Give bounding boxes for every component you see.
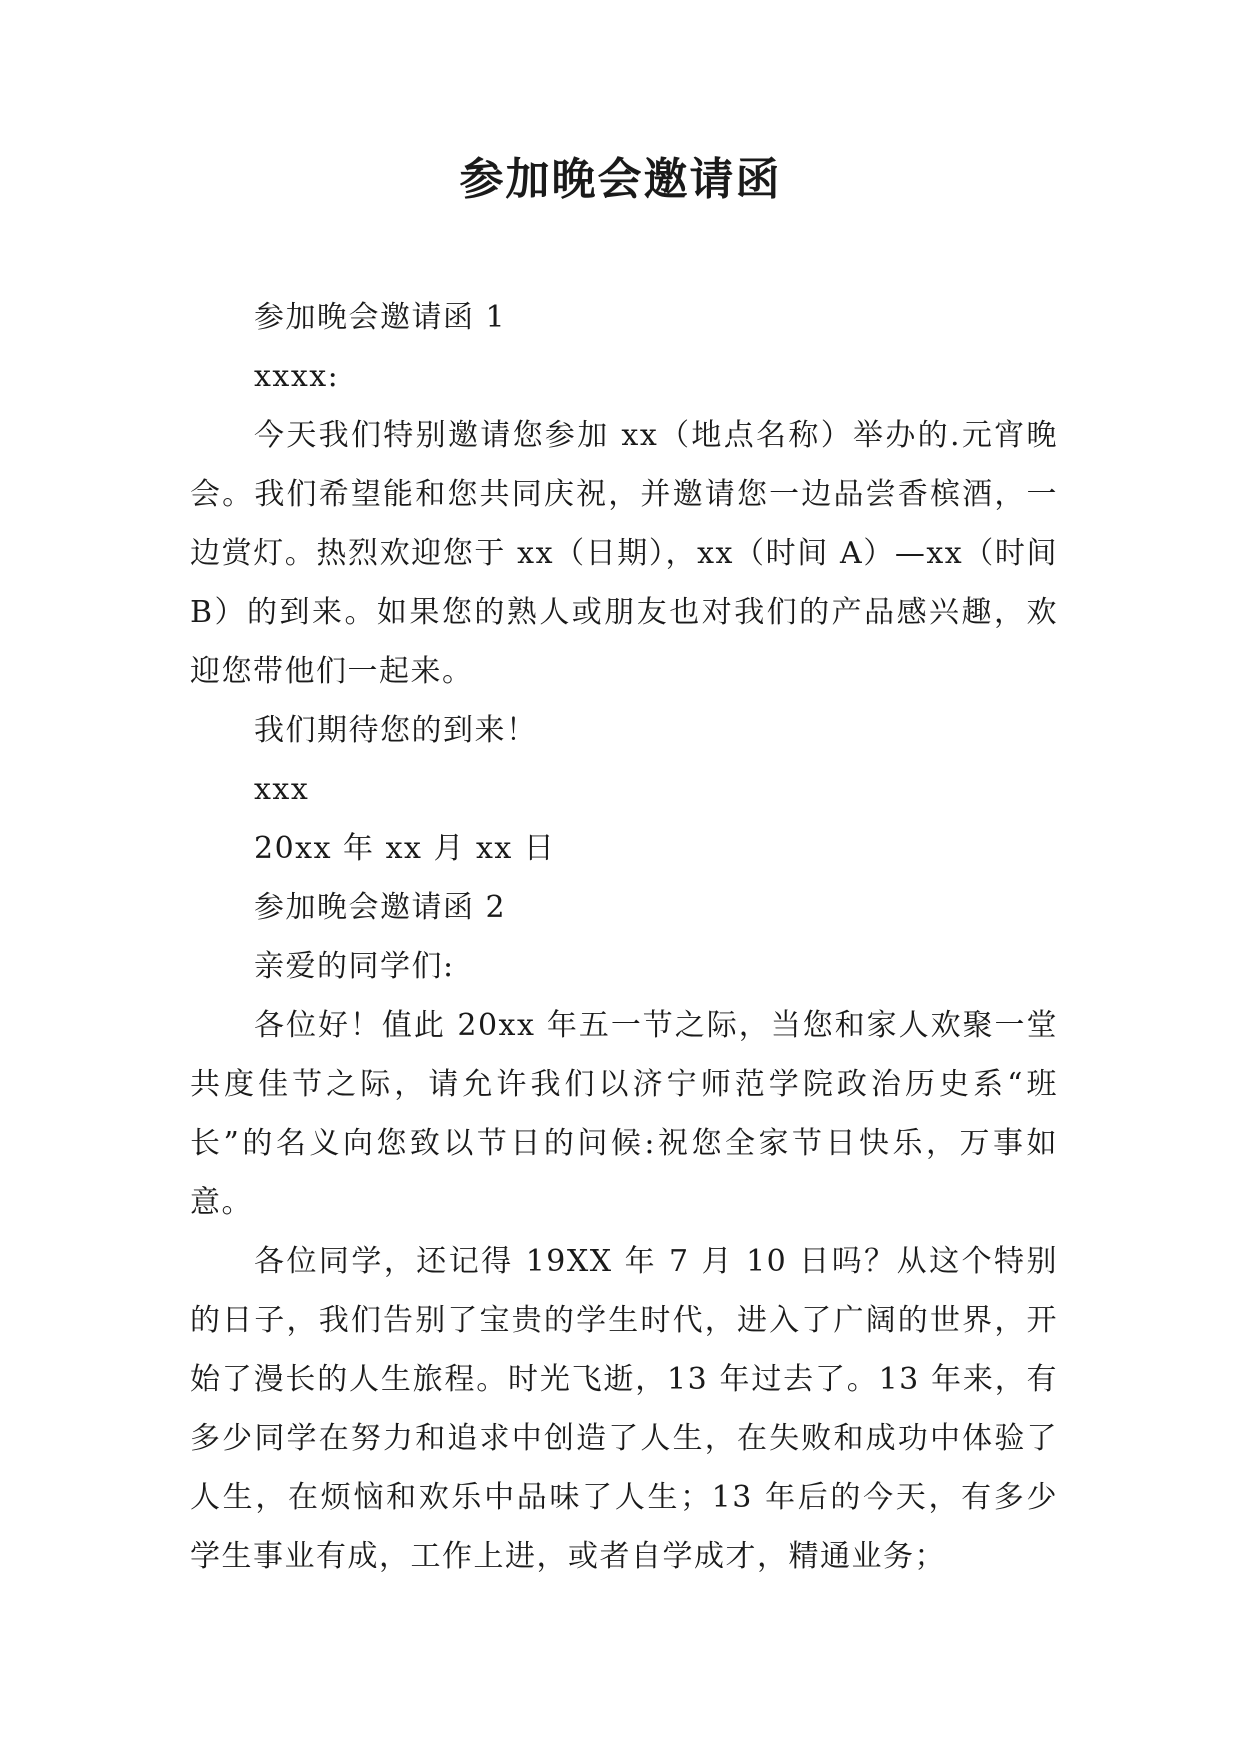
date-1: 20xx 年 xx 月 xx 日 xyxy=(254,831,556,866)
section-heading-1: 参加晚会邀请函 1 xyxy=(254,300,507,335)
salutation-1: xxxx: xyxy=(254,359,340,394)
signature-1: xxx xyxy=(254,772,310,807)
section-heading-2: 参加晚会邀请函 2 xyxy=(254,890,507,925)
salutation-2: 亲爱的同学们: xyxy=(254,949,455,984)
document-body xyxy=(190,288,1058,1586)
document-title: 参加晚会邀请函 xyxy=(459,154,782,205)
paragraph-invitation-1: 今天我们特别邀请您参加 xx（地点名称）举办的.元宵晚会。我们希望能和您共同庆祝，并邀请您一边品尝香槟酒，一边赏灯。热烈欢迎您于 xx（日期），xx（时间 A）—xx（时间 B）的到来。如果您的熟人或朋友也对我们的产品感兴趣，欢迎您带他们一起来。 xyxy=(190,418,1058,689)
paragraph-reminiscence-2: 各位同学，还记得 19XX 年 7 月 10 日吗？从这个特别的日子，我们告别了宝贵的学生时代，进入了广阔的世界，开始了漫长的人生旅程。时光飞逝，13 年过去了。13 年来，有多少同学在努力和追求中创造了人生，在失败和成功中体验了人生，在烦恼和欢乐中品味了人生；13 年后的今天，有多少学生事业有成，工作上进，或者自学成才，精通业务； xyxy=(190,1244,1058,1574)
paragraph-closing-1: 我们期待您的到来！ xyxy=(254,713,538,748)
paragraph-greeting-2: 各位好！值此 20xx 年五一节之际，当您和家人欢聚一堂共度佳节之际，请允许我们以济宁师范学院政治历史系“班长”的名义向您致以节日的问候:祝您全家节日快乐，万事如意。 xyxy=(190,1008,1058,1220)
